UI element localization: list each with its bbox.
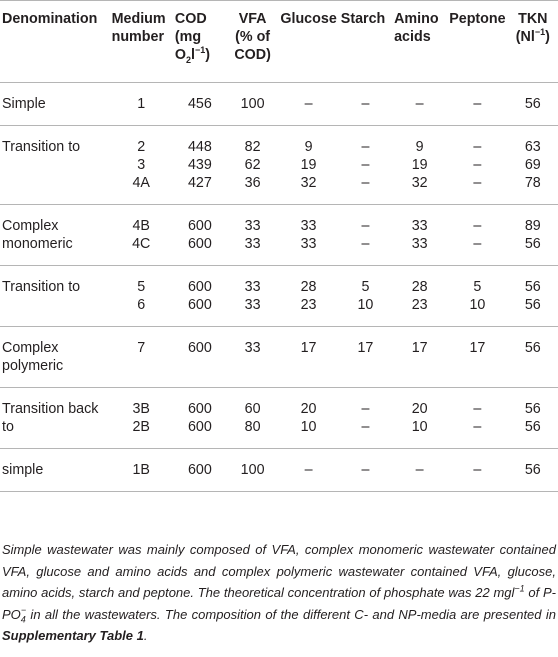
amino-cell: 23 — [411, 297, 428, 313]
amino-cell: 33 — [411, 236, 428, 252]
starch-cell: – — [361, 96, 370, 112]
peptone-cell: – — [473, 157, 482, 173]
medium-cell: 2B — [132, 419, 150, 435]
amino-cell: 17 — [411, 340, 428, 356]
peptone-cell: 5 — [473, 279, 482, 295]
header-vfa: VFA (% of COD) — [234, 11, 271, 63]
starch-cell: – — [361, 419, 370, 435]
glucose-cell: 9 — [304, 139, 313, 155]
cod-cell: 448 — [187, 139, 212, 155]
medium-cell: 5 — [137, 279, 146, 295]
starch-cell: – — [361, 139, 370, 155]
glucose-cell: 28 — [300, 279, 317, 295]
header-cod: COD (mg $O_2l^{-1}$) — [174, 11, 211, 65]
glucose-cell: – — [304, 96, 313, 112]
vfa-cell: 36 — [244, 175, 261, 191]
amino-cell: 10 — [411, 419, 428, 435]
cod-cell: 600 — [187, 279, 212, 295]
medium-cell: 4A — [132, 175, 150, 191]
tkn-cell: 56 — [524, 340, 541, 356]
tkn-cell: 78 — [524, 175, 541, 191]
vfa-cell: 33 — [244, 236, 261, 252]
glucose-cell: 32 — [300, 175, 317, 191]
vfa-cell: 82 — [244, 139, 261, 155]
glucose-cell: 20 — [300, 401, 317, 417]
supplementary-table-ref: Supplementary Table 1 — [2, 628, 144, 643]
medium-cell: 6 — [137, 297, 146, 313]
glucose-cell: 19 — [300, 157, 317, 173]
starch-cell: – — [361, 157, 370, 173]
starch-cell: – — [361, 462, 370, 478]
table-row — [0, 327, 558, 388]
medium-cell: 1B — [132, 462, 150, 478]
glucose-cell: 33 — [300, 236, 317, 252]
peptone-cell: 10 — [469, 297, 486, 313]
tkn-cell: 63 — [524, 139, 541, 155]
denomination-cell: Transition back to — [2, 401, 99, 435]
table-row — [0, 205, 558, 236]
vfa-cell: 62 — [244, 157, 261, 173]
cod-cell: 439 — [187, 157, 212, 173]
glucose-cell: 17 — [300, 340, 317, 356]
tkn-cell: 56 — [524, 279, 541, 295]
denomination-cell: Complex monomeric — [2, 218, 73, 252]
vfa-cell: 60 — [244, 401, 261, 417]
tkn-cell: 56 — [524, 236, 541, 252]
header-starch: Starch — [340, 11, 386, 27]
header-peptone: Peptone — [449, 11, 506, 27]
cod-cell: 427 — [187, 175, 212, 191]
starch-cell: – — [361, 236, 370, 252]
table-row — [0, 266, 558, 297]
table-row — [0, 126, 558, 157]
medium-cell: 3 — [137, 157, 146, 173]
peptone-cell: – — [473, 218, 482, 234]
header-row — [0, 1, 558, 83]
table-body — [0, 83, 558, 492]
peptone-cell: – — [473, 419, 482, 435]
peptone-cell: 17 — [469, 340, 486, 356]
cod-cell: 600 — [187, 297, 212, 313]
peptone-cell: – — [473, 462, 482, 478]
cod-cell: 600 — [187, 218, 212, 234]
starch-cell: 5 — [361, 279, 370, 295]
cod-cell: 600 — [187, 401, 212, 417]
medium-cell: 1 — [137, 96, 146, 112]
tkn-cell: 69 — [524, 157, 541, 173]
cod-cell: 600 — [187, 236, 212, 252]
denomination-cell: simple — [2, 462, 44, 478]
vfa-cell: 100 — [240, 96, 265, 112]
header-medium-number: Medium number — [111, 11, 166, 45]
peptone-cell: – — [473, 96, 482, 112]
vfa-cell: 33 — [244, 340, 261, 356]
amino-cell: 19 — [411, 157, 428, 173]
vfa-cell: 33 — [244, 297, 261, 313]
vfa-cell: 33 — [244, 218, 261, 234]
denomination-cell: Simple — [2, 96, 46, 112]
vfa-cell: 33 — [244, 279, 261, 295]
amino-cell: – — [415, 462, 424, 478]
starch-cell: – — [361, 218, 370, 234]
tkn-cell: 56 — [524, 419, 541, 435]
tkn-cell: 56 — [524, 462, 541, 478]
starch-cell: – — [361, 175, 370, 191]
starch-cell: – — [361, 401, 370, 417]
amino-cell: – — [415, 96, 424, 112]
table-row — [0, 388, 558, 419]
medium-cell: 2 — [137, 139, 146, 155]
table-row — [0, 449, 558, 492]
amino-cell: 20 — [411, 401, 428, 417]
amino-cell: 33 — [411, 218, 428, 234]
cod-cell: 600 — [187, 340, 212, 356]
peptone-cell: – — [473, 401, 482, 417]
header-glucose: Glucose — [280, 11, 337, 27]
table-footnote: Simple wastewater was mainly composed of VFA, complex monomeric wastewater contained VFA, glucose and amino acids and complex polymeric wastewater contained VFA, glucose, amino acids, starch and peptone. The theoretical concentration of phosphate was 22 mgl$^{-1}$ of $P-PO_4^-$ in all the wastewaters. The composition of the different C- and NP-media are presented in Supplementary Table 1. — [2, 542, 556, 643]
header-denomination: Denomination — [2, 11, 98, 27]
header-tkn: TKN $(Nl^{-1})$ — [515, 11, 550, 45]
cod-cell: 600 — [187, 419, 212, 435]
amino-cell: 9 — [415, 139, 424, 155]
medium-cell: 3B — [132, 401, 150, 417]
header-amino-acids: Amino acids — [394, 11, 439, 45]
tkn-cell: 89 — [524, 218, 541, 234]
cod-cell: 456 — [187, 96, 212, 112]
peptone-cell: – — [473, 236, 482, 252]
cod-cell: 600 — [187, 462, 212, 478]
peptone-cell: – — [473, 175, 482, 191]
denomination-cell: Transition to — [2, 139, 81, 155]
table-row — [0, 83, 558, 126]
tkn-cell: 56 — [524, 96, 541, 112]
denomination-cell: Complex polymeric — [2, 340, 64, 374]
medium-cell: 7 — [137, 340, 146, 356]
glucose-cell: 10 — [300, 419, 317, 435]
medium-cell: 4B — [132, 218, 150, 234]
peptone-cell: – — [473, 139, 482, 155]
glucose-cell: 23 — [300, 297, 317, 313]
starch-cell: 17 — [357, 340, 374, 356]
denomination-cell: Transition to — [2, 279, 81, 295]
tkn-cell: 56 — [524, 401, 541, 417]
glucose-cell: 33 — [300, 218, 317, 234]
vfa-cell: 100 — [240, 462, 265, 478]
medium-cell: 4C — [132, 236, 151, 252]
amino-cell: 28 — [411, 279, 428, 295]
glucose-cell: – — [304, 462, 313, 478]
starch-cell: 10 — [357, 297, 374, 313]
tkn-cell: 56 — [524, 297, 541, 313]
vfa-cell: 80 — [244, 419, 261, 435]
amino-cell: 32 — [411, 175, 428, 191]
